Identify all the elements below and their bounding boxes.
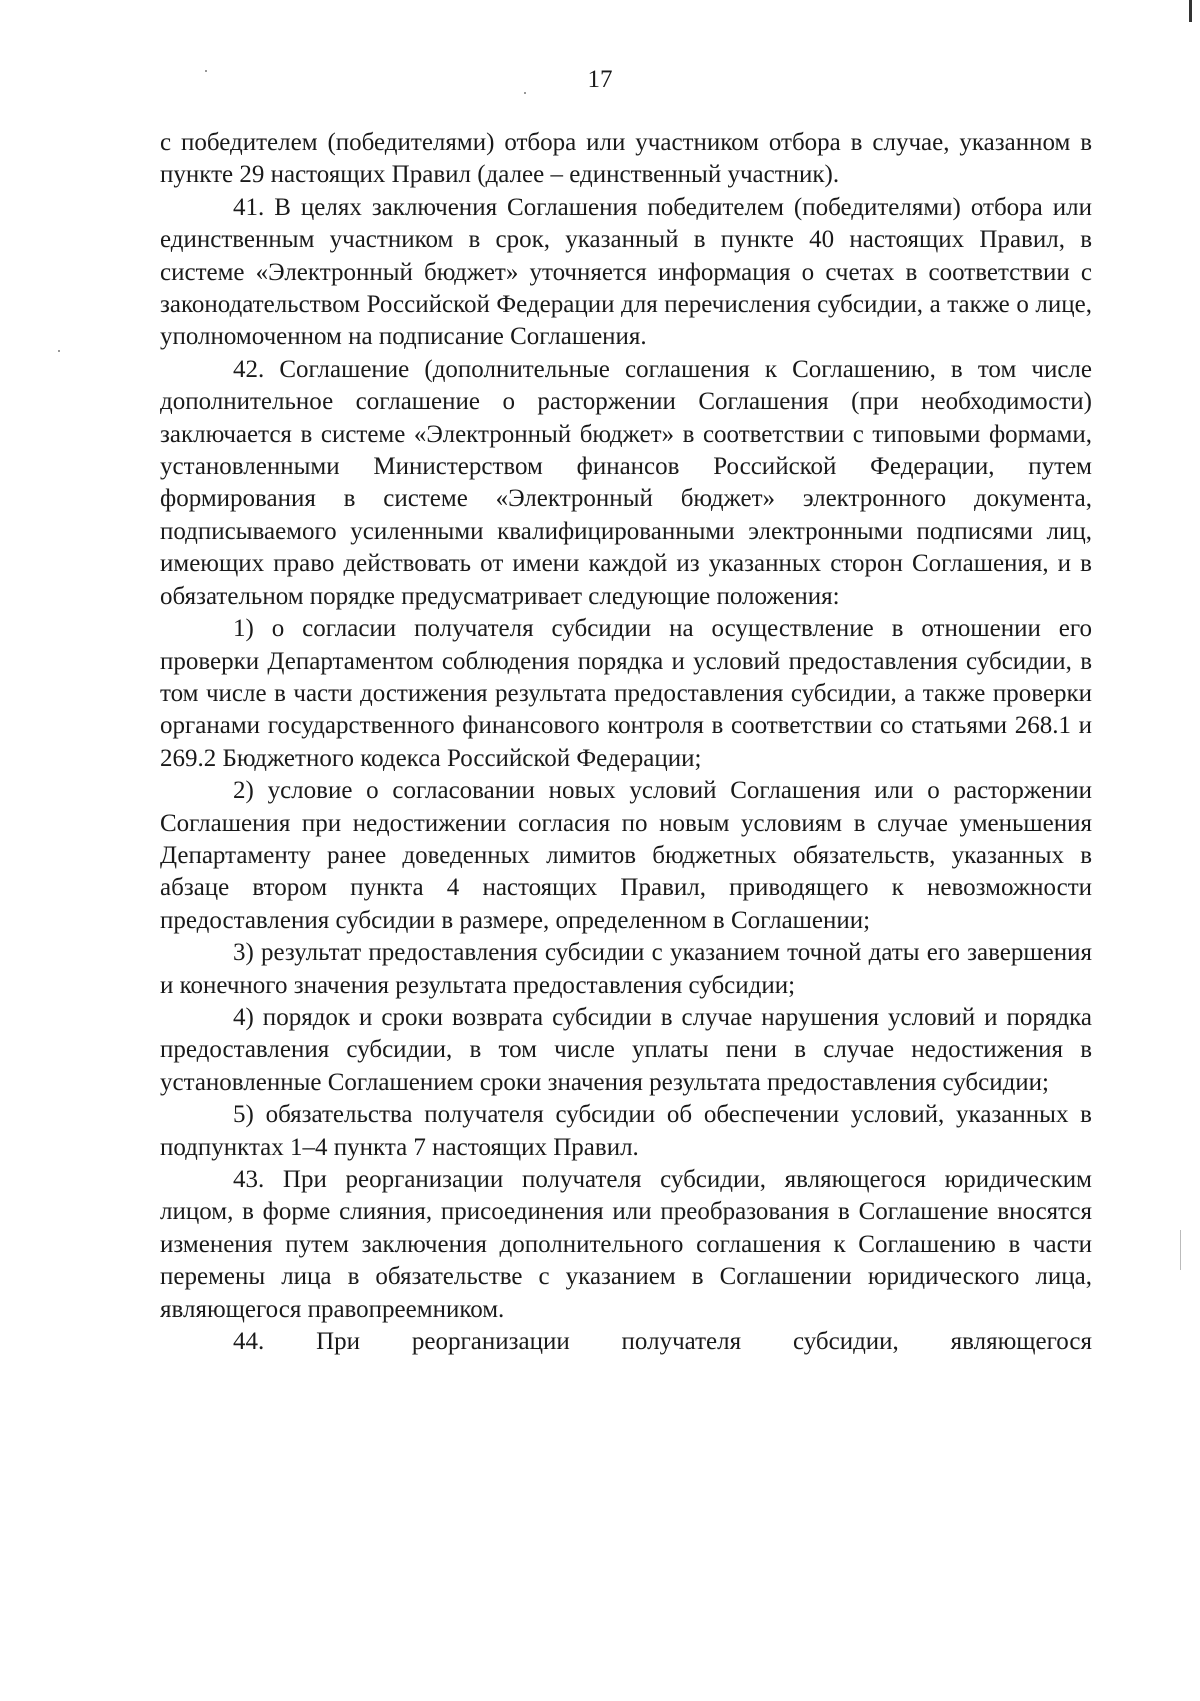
paragraph-42: 42. Соглашение (дополнительные соглашения к Соглашению, в том числе дополнительное соглашение о расторжении Соглашения (при необходимости) заключается в системе «Электронный бюджет» в соответствии с типовыми формами, установленными Министерством финансов Российской Федерации, путем формирования в системе «Электронный бюджет» электронного документа, подписываемого усиленными квалифицированными электронными подписями лиц, имеющих право действовать от имени каждой из указанных сторон Соглашения, и в обязательном порядке предусматривает следующие положения:: [160, 355, 1092, 610]
paragraph-42-item-3: 3) результат предоставления субсидии с указанием точной даты его завершения и конечного значения результата предоставления субсидии;: [160, 939, 1092, 999]
page-number: 17: [587, 66, 613, 93]
paragraph-42-item-4: 4) порядок и сроки возврата субсидии в случае нарушения условий и порядка предоставления субсидии, в том числе уплаты пени в случае недостижения в установленные Соглашением сроки значения результата предоставления субсидии;: [160, 1003, 1092, 1096]
paragraph-42-item-2: 2) условие о согласовании новых условий Соглашения или о расторжении Соглашения при недостижении согласия по новым условиям в случае уменьшения Департаменту ранее доведенных лимитов бюджетных обязательств, указанных в абзаце втором пункта 4 настоящих Правил, приводящего к невозможности предоставления субсидии в размере, определенном в Соглашении;: [160, 777, 1092, 934]
paragraph-42-item-5: 5) обязательства получателя субсидии об обеспечении условий, указанных в подпунктах 1–4 пункта 7 настоящих Правил.: [160, 1101, 1092, 1161]
scan-speck: [58, 350, 60, 352]
paragraph-41: 41. В целях заключения Соглашения победителем (победителями) отбора или единственным участником в срок, указанный в пункте 40 настоящих Правил, в системе «Электронный бюджет» уточняется информация о счетах в соответствии с законодательством Российской Федерации для перечисления субсидии, а также о лице, уполномоченном на подписание Соглашения.: [160, 193, 1092, 351]
scan-speck: [1180, 1230, 1181, 1270]
scan-edge-mark: [1189, 0, 1192, 22]
paragraph-43: 43. При реорганизации получателя субсидии, являющегося юридическим лицом, в форме слияния, присоединения или преобразования в Соглашение вносятся изменения путем заключения дополнительного соглашения к Соглашению в части перемены лица в обязательстве с указанием в Соглашении юридического лица, являющегося правопреемником.: [160, 1166, 1092, 1323]
paragraph-44: 44. При реорганизации получателя субсидии, являющегося: [233, 1328, 1092, 1356]
document-body: [160, 127, 1092, 1358]
paragraph-continuation: с победителем (победителями) отбора или участником отбора в случае, указанном в пункте 29 настоящих Правил (далее – единственный участник).: [160, 129, 1092, 189]
paragraph-42-item-1: 1) о согласии получателя субсидии на осуществление в отношении его проверки Департаментом соблюдения порядка и условий предоставления субсидии, в том числе в части достижения результата предоставления субсидии, а также проверки органами государственного финансового контроля в соответствии со статьями 268.1 и 269.2 Бюджетного кодекса Российской Федерации;: [160, 615, 1092, 772]
